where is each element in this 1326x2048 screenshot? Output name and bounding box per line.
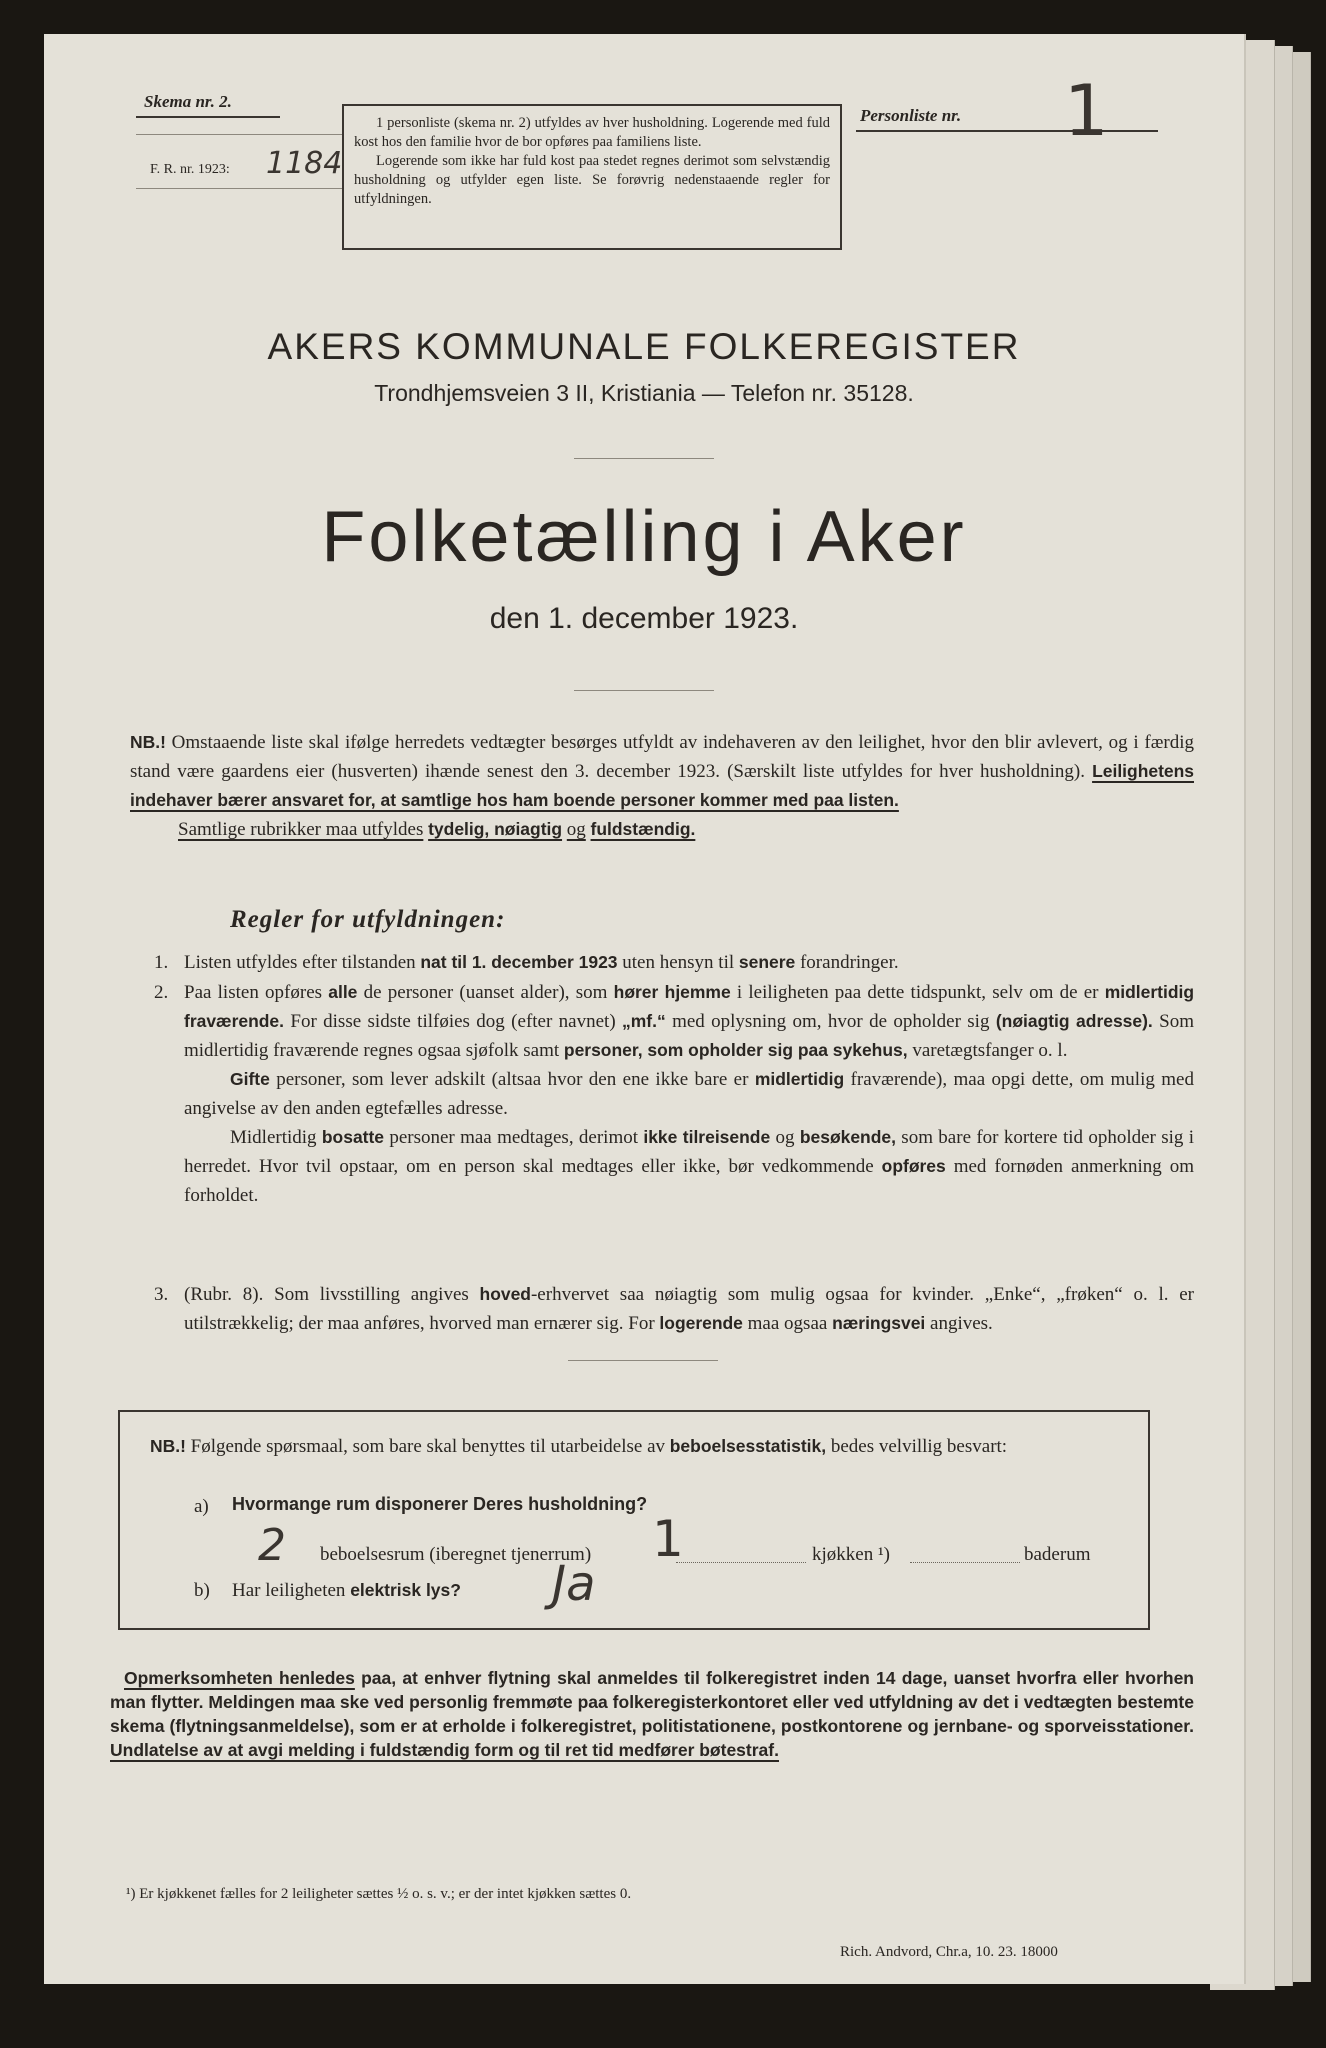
- question-b: Har leiligheten: [232, 1580, 346, 1601]
- instruction-text: Logerende som ikke har fuld kost paa stedet regnes derimot som selvstændig husholdning og utfylder egen liste. Se forøvrig nedenstaaende regler for utfyldningen.: [354, 153, 830, 207]
- nb-fill-instruction: Samtlige rubrikker maa utfyldes: [178, 819, 424, 840]
- electric-answer-handwritten: Ja: [552, 1556, 596, 1612]
- divider-line: [574, 458, 714, 459]
- skema-label: Skema nr. 2.: [144, 92, 232, 111]
- nb-notice: NB.! Omstaaende liste skal ifølge herredets vedtægter besørges utfyldt av indehaveren av den leilighet, hvor den blir avlevert, og i færdig stand være gaardens eier (husverten) ihænde senest den 3. december 1923. (Særskilt liste utfyldes for hver husholdning). Leilighetens indehaver bærer ansvaret for, at samtlige hos ham boende personer kommer med paa listen. Samtlige rubrikker maa utfyldes tydelig, nøiagtig og fuldstændig.: [130, 732, 1194, 840]
- rooms-label: beboelsesrum (iberegnet tjenerrum): [320, 1544, 592, 1565]
- nb2-label: NB.!: [150, 1436, 186, 1456]
- divider-line: [568, 1360, 718, 1361]
- housing-statistics-box: NB.! Følgende spørsmaal, som bare skal benyttes til utarbeidelse av beboelsesstatistik, bedes velvillig besvart: a) Hvormange rum disponerer Deres husholdning? 2 beboelsesrum (iberegnet tjenerrum) 1 kjøkken ¹) baderum b) Har leiligheten elektrisk lys? Ja: [118, 1410, 1150, 1630]
- fr-label: F. R. nr. 1923:: [150, 162, 230, 177]
- organization-name: AKERS KOMMUNALE FOLKEREGISTER: [267, 326, 1021, 367]
- instruction-box: [342, 104, 842, 250]
- personliste-label: Personliste nr.: [860, 106, 962, 125]
- bath-blank: [910, 1562, 1020, 1563]
- footnote: ¹) Er kjøkkenet fælles for 2 leiligheter sættes ½ o. s. v.; er der intet kjøkken sættes 0.: [126, 1886, 632, 1902]
- question-b-label: b): [194, 1580, 210, 1601]
- nb-responsibility: Leilighetens indehaver bærer ansvaret for, at samtlige hos ham boende personer kommer med paa listen.: [130, 761, 1194, 810]
- document-date: den 1. december 1923.: [489, 602, 799, 635]
- personliste-underline: [856, 130, 1158, 132]
- printer-mark: Rich. Andvord, Chr.a, 10. 23. 18000: [840, 1944, 1058, 1960]
- divider-line: [574, 690, 714, 691]
- nb-label: NB.!: [130, 732, 166, 752]
- fr-number-handwritten: 1184: [266, 146, 343, 181]
- moving-notice: Opmerksomheten henledes paa, at enhver flytning skal anmeldes til folkeregistret inden 14 dage, uanset hvorfra eller hvorhen man flytter. Meldingen maa ske ved personlig fremmøte paa folkeregisterkontoret eller ved utfyldning av det i vedtægten bestemte skema (flytningsanmeldelse), som er at erholde i folkeregistret, politistationene, postkontorene og jernbane- og sporveisstationer. Undlatelse av at avgi melding i fuldstændig form og til ret tid medfører bøtestraf.: [110, 1668, 1194, 1760]
- organization-address: Trondhjemsveien 3 II, Kristiania — Telefon nr. 35128.: [374, 380, 914, 406]
- divider-line: [136, 188, 342, 189]
- personliste-number-handwritten: 1: [1064, 70, 1109, 152]
- rooms-answer-handwritten: 2: [258, 1520, 286, 1571]
- skema-underline: [136, 116, 280, 118]
- kitchen-answer-handwritten: 1: [652, 1510, 684, 1568]
- question-a-label: a): [194, 1496, 209, 1517]
- rules-heading: Regler for utfyldningen:: [230, 906, 506, 933]
- document-title: Folketælling i Aker: [321, 497, 967, 577]
- question-a: Hvormange rum disponerer Deres husholdning?: [232, 1494, 648, 1514]
- kitchen-blank: [676, 1562, 806, 1563]
- kitchen-label: kjøkken ¹): [812, 1544, 890, 1565]
- bath-label: baderum: [1024, 1544, 1091, 1565]
- divider-line: [136, 134, 342, 135]
- census-form-page: Skema nr. 2. F. R. nr. 1923: 1184 1 personliste (skema nr. 2) utfyldes av hver husholdning. Logerende med fuld kost hos den familie hvor de bor opføres paa familiens liste. Logerende som ikke har fuld kost paa stedet regnes derimot som selvstændig husholdning og utfylder egen liste. Se forøvrig nedenstaaende regler for utfyldningen. Personliste nr. 1 AKERS KOMMUNALE FOLKEREGISTER Trondhjemsveien 3 II, Kristiania — Telefon nr. 35128. Folketælling i Aker den 1. december 1923. NB.! Omstaaende liste skal ifølge herredets vedtægter besørges utfyldt av indehaveren av den leilighet, hvor den blir avlevert, og i færdig stand være gaardens eier (husverten) ihænde senest den 3. december 1923. (Særskilt liste utfyldes for hver husholdning). Leilighetens indehaver bærer ansvaret for, at samtlige hos ham boende personer kommer med paa listen. Samtlige rubrikker maa utfyldes tydelig, nøiagtig og fuldstændig. Regler for utfyldningen: 1. Listen utfyldes efter tilstanden nat til 1. december 1923 uten hensyn til senere forandringer. 2. Paa listen opføres alle de personer (uanset alder), som hører hjemme i leiligheten paa dette tidspunkt, selv om de er midlertidig fraværende. For disse sidste tilføies dog (efter navnet) „mf.“ med oplysning om, hvor de opholder sig (nøiagtig adresse). Som midlertidig fraværende regnes ogsaa sjøfolk samt personer, som opholder sig paa sykehus, varetægtsfanger o. l. Gifte personer, som lever adskilt (altsaa hvor den ene ikke bare er midlertidig fraværende), maa opgi dette, om mulig med angivelse av den anden egtefælles adresse. Midlertidig bosatte personer maa medtages, derimot ikke tilreisende og besøkende, som bare for kortere tid opholder sig i herredet. Hvor tvil opstaar, om en person skal medtages eller ikke, bør vedkommende opføres med fornøden anmerkning om forholdet. 3. (Rubr. 8). Som livsstilling angives hoved-erhvervet saa nøiagtig som mulig ogsaa for kvinder. „Enke“, „frøken“ o. l. er utilstrækkelig; der maa anføres, hvorved man ernærer sig. For logerende maa ogsaa næringsvei angives. NB.! Følgende spørsmaal, som bare skal benyttes til utarbeidelse av beboelsesstatistik, bedes velvillig besvart: a) Hvormange rum disponerer Deres husholdning? 2 beboelsesrum (iberegnet tjenerrum) 1 kjøkken ¹) baderum b) Har leiligheten elektrisk lys? Ja Opmerksomheten henledes paa, at enhver flytning skal anmeldes til folkeregistret inden 14 dage, uanset hvorfra eller hvorhen man flytter. Meldingen maa ske ved personlig fremmøte paa folkeregisterkontoret eller ved utfyldning av det i vedtægten bestemte skema (flytningsanmeldelse), som er at erholde i folkeregistret, politistationene, postkontorene og jernbane- og sporveisstationer. Undlatelse av at avgi melding i fuldstændig form og til ret tid medfører bøtestraf. ¹) Er kjøkkenet fælles for 2 leiligheter sættes ½ o. s. v.; er der intet kjøkken sættes 0. Rich. Andvord, Chr.a, 10. 23. 18000: [44, 34, 1244, 1984]
- nb-text: Omstaaende liste skal ifølge herredets vedtægter besørges utfyldt av indehaveren av den leilighet, hvor den blir avlevert, og i færdig stand være gaardens eier (husverten) ihænde senest den 3. december 1923. (Særskilt liste utfyldes for hver husholdning).: [130, 732, 1194, 782]
- instruction-text: 1 personliste (skema nr. 2) utfyldes av hver husholdning. Logerende med fuld kost hos den familie hvor de bor opføres paa familiens liste.: [354, 115, 830, 150]
